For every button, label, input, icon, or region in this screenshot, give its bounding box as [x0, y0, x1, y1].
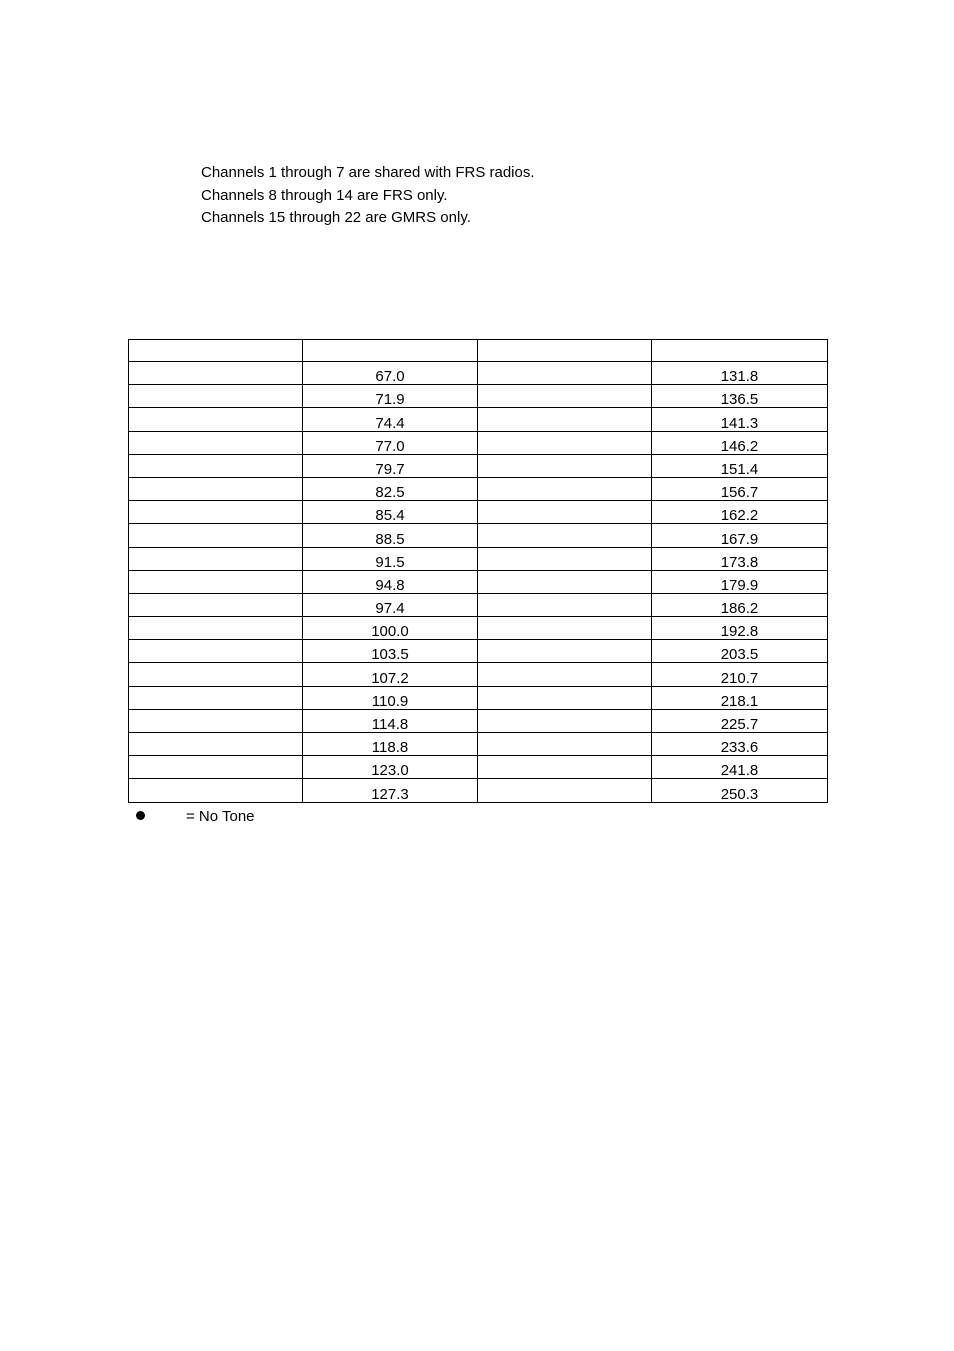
table-cell: 79.7 [303, 454, 478, 477]
table-cell [129, 385, 303, 408]
table-cell: 136.5 [652, 385, 828, 408]
table-cell [478, 593, 652, 616]
table-cell: 91.5 [303, 547, 478, 570]
table-cell [478, 524, 652, 547]
table-row [129, 385, 828, 408]
table-cell [478, 709, 652, 732]
table-row [129, 663, 828, 686]
table-cell [478, 385, 652, 408]
table-cell [478, 362, 652, 385]
table-cell [478, 570, 652, 593]
table-row [129, 640, 828, 663]
table-row [129, 593, 828, 616]
bullet-icon [136, 811, 145, 820]
table-row [129, 570, 828, 593]
table-cell [478, 477, 652, 500]
table-cell [478, 779, 652, 802]
table-cell: 71.9 [303, 385, 478, 408]
table-cell [478, 547, 652, 570]
table-header-row [129, 340, 828, 362]
table-header-cell [129, 340, 303, 362]
table-cell: 167.9 [652, 524, 828, 547]
table-cell [478, 617, 652, 640]
tone-table [128, 339, 828, 803]
channel-notes [201, 162, 535, 230]
table-cell [129, 686, 303, 709]
table-cell: 100.0 [303, 617, 478, 640]
table-cell: 127.3 [303, 779, 478, 802]
legend-text: = No Tone [186, 808, 255, 825]
table-header-cell [478, 340, 652, 362]
table-cell: 103.5 [303, 640, 478, 663]
table-cell [129, 362, 303, 385]
table-cell [478, 733, 652, 756]
table-cell: 97.4 [303, 593, 478, 616]
table-cell: 118.8 [303, 733, 478, 756]
table-row [129, 617, 828, 640]
table-cell: 210.7 [652, 663, 828, 686]
note-line: Channels 1 through 7 are shared with FRS radios. [201, 164, 535, 181]
table-cell: 67.0 [303, 362, 478, 385]
table-row [129, 547, 828, 570]
table-cell [129, 617, 303, 640]
table-cell: 233.6 [652, 733, 828, 756]
table-cell [129, 593, 303, 616]
table-cell: 203.5 [652, 640, 828, 663]
table-cell [129, 663, 303, 686]
table-cell [478, 454, 652, 477]
table-cell: 179.9 [652, 570, 828, 593]
table-cell [129, 501, 303, 524]
table-cell [478, 686, 652, 709]
table-cell: 88.5 [303, 524, 478, 547]
table-row [129, 709, 828, 732]
table-cell [129, 733, 303, 756]
table-cell [129, 570, 303, 593]
table-cell: 173.8 [652, 547, 828, 570]
table-cell: 131.8 [652, 362, 828, 385]
table-cell: 77.0 [303, 431, 478, 454]
table-cell [129, 709, 303, 732]
table-row [129, 362, 828, 385]
table-cell: 225.7 [652, 709, 828, 732]
table-cell [478, 431, 652, 454]
table-row [129, 779, 828, 802]
table-row [129, 686, 828, 709]
table-row [129, 477, 828, 500]
table-row [129, 524, 828, 547]
table-cell [478, 756, 652, 779]
legend [136, 808, 255, 826]
table-cell: 250.3 [652, 779, 828, 802]
note-line: Channels 8 through 14 are FRS only. [201, 186, 448, 204]
table-cell [129, 640, 303, 663]
table-cell: 74.4 [303, 408, 478, 431]
table-cell [478, 640, 652, 663]
table-row [129, 501, 828, 524]
table-cell: 156.7 [652, 477, 828, 500]
table-cell: 82.5 [303, 477, 478, 500]
table-cell: 107.2 [303, 663, 478, 686]
table-cell [129, 477, 303, 500]
table-cell: 110.9 [303, 686, 478, 709]
table-cell: 146.2 [652, 431, 828, 454]
table-row [129, 756, 828, 779]
table-header-cell [303, 340, 478, 362]
table-cell [129, 547, 303, 570]
table-cell [129, 454, 303, 477]
table-row [129, 431, 828, 454]
table-cell [129, 779, 303, 802]
table-cell [478, 408, 652, 431]
table-row [129, 408, 828, 431]
table-cell [129, 408, 303, 431]
table-cell [129, 756, 303, 779]
table-row [129, 733, 828, 756]
tone-table-body [129, 340, 828, 803]
table-cell [478, 663, 652, 686]
table-header-cell [652, 340, 828, 362]
table-cell: 162.2 [652, 501, 828, 524]
table-cell: 192.8 [652, 617, 828, 640]
table-cell: 141.3 [652, 408, 828, 431]
table-cell [129, 524, 303, 547]
table-row [129, 454, 828, 477]
table-cell: 85.4 [303, 501, 478, 524]
table-cell: 94.8 [303, 570, 478, 593]
note-line: Channels 15 through 22 are GMRS only. [201, 209, 471, 226]
table-cell: 218.1 [652, 686, 828, 709]
table-cell [129, 431, 303, 454]
table-cell: 123.0 [303, 756, 478, 779]
table-cell: 186.2 [652, 593, 828, 616]
table-cell: 114.8 [303, 709, 478, 732]
table-cell [478, 501, 652, 524]
table-cell: 241.8 [652, 756, 828, 779]
table-cell: 151.4 [652, 454, 828, 477]
